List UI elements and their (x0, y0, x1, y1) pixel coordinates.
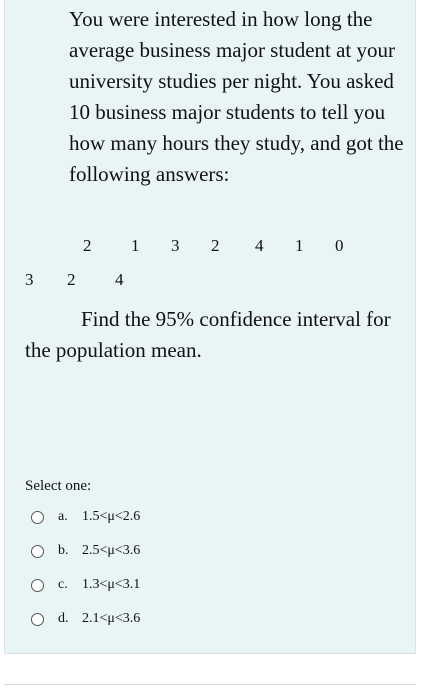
data-value: 2 (211, 236, 220, 255)
option-b[interactable] (31, 540, 140, 562)
option-letter: a. (58, 509, 68, 524)
data-value: 0 (335, 236, 344, 255)
data-value: 1 (295, 236, 304, 255)
data-value: 2 (83, 236, 92, 255)
data-value: 1 (131, 236, 140, 255)
data-values-row-1 (5, 236, 417, 262)
radio-button[interactable] (31, 511, 44, 524)
option-text: 2.5<μ<3.6 (82, 543, 141, 558)
data-value: 3 (25, 270, 34, 289)
radio-button[interactable] (31, 613, 44, 626)
radio-button[interactable] (31, 579, 44, 592)
option-letter: b. (58, 543, 69, 558)
question-card (4, 0, 416, 654)
option-c[interactable] (31, 574, 140, 596)
question-text: You were interested in how long the average business major student at your university studies per night. You asked 10 business major students to tell you how many hours they study, and got the following answers: (69, 7, 404, 186)
option-d[interactable] (31, 608, 140, 630)
data-value: 4 (255, 236, 264, 255)
question-prompt: Find the 95% confidence interval for the population mean. (25, 307, 391, 362)
data-value: 4 (115, 270, 124, 289)
option-text: 2.1<μ<3.6 (82, 611, 141, 626)
select-one-label: Select one: (25, 478, 92, 494)
option-letter: d. (58, 611, 69, 626)
data-value: 3 (171, 236, 180, 255)
radio-button[interactable] (31, 545, 44, 558)
data-value: 2 (67, 270, 76, 289)
option-letter: c. (58, 577, 68, 592)
data-values-row-2 (5, 270, 417, 296)
option-a[interactable] (31, 506, 140, 528)
option-text: 1.3<μ<3.1 (82, 577, 141, 592)
option-text: 1.5<μ<2.6 (82, 509, 141, 524)
divider (4, 684, 416, 685)
